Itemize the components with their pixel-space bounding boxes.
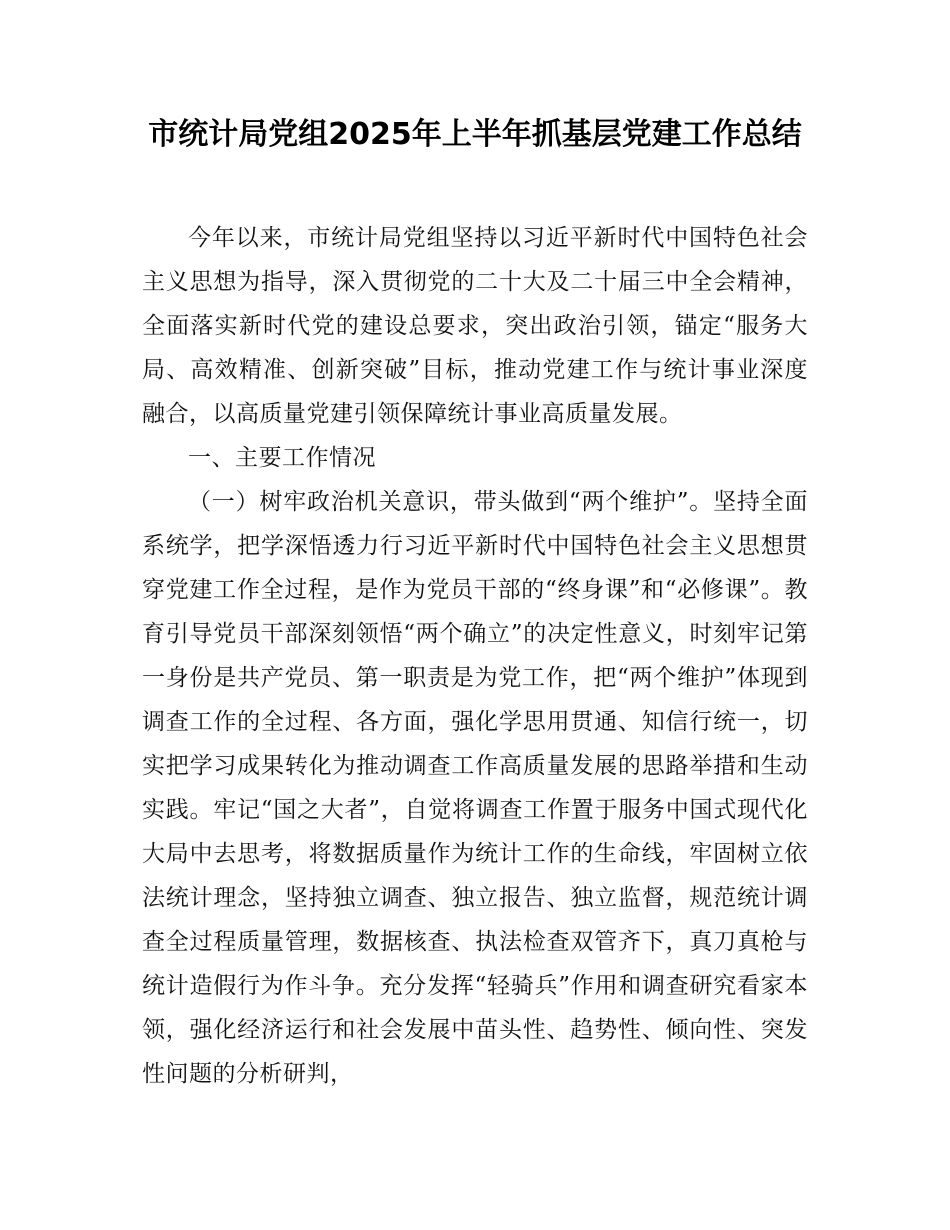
document-body xyxy=(142,216,808,1096)
document-title: 市统计局党组2025年上半年抓基层党建工作总结 xyxy=(148,117,802,152)
section-heading: 一、主要工作情况 xyxy=(188,445,376,471)
section-paragraph: （一）树牢政治机关意识，带头做到“两个维护”。坚持全面系统学，把学深悟透力行习近平新时代中国特色社会主义思想贯穿党建工作全过程，是作为党员干部的“终身课”和“必修课”。教育引导党员干部深刻领悟“两个确立”的决定性意义，时刻牢记第一身份是共产党员、第一职责是为党工作，把“两个维护”体现到调查工作的全过程、各方面，强化学思用贯通、知信行统一，切实把学习成果转化为推动调查工作高质量发展的思路举措和生动实践。牢记“国之大者”，自觉将调查工作置于服务中国式现代化大局中去思考，将数据质量作为统计工作的生命线，牢固树立依法统计理念，坚持独立调查、独立报告、独立监督，规范统计调查全过程质量管理，数据核查、执法检查双管齐下，真刀真枪与统计造假行为作斗争。充分发挥“轻骑兵”作用和调查研究看家本领，强化经济运行和社会发展中苗头性、趋势性、倾向性、突发性问题的分析研判， xyxy=(142,489,808,1087)
intro-paragraph: 今年以来，市统计局党组坚持以习近平新时代中国特色社会主义思想为指导，深入贯彻党的二十大及二十届三中全会精神，全面落实新时代党的建设总要求，突出政治引领，锚定“服务大局、高效精准、创新突破”目标，推动党建工作与统计事业深度融合，以高质量党建引领保障统计事业高质量发展。 xyxy=(142,225,808,427)
